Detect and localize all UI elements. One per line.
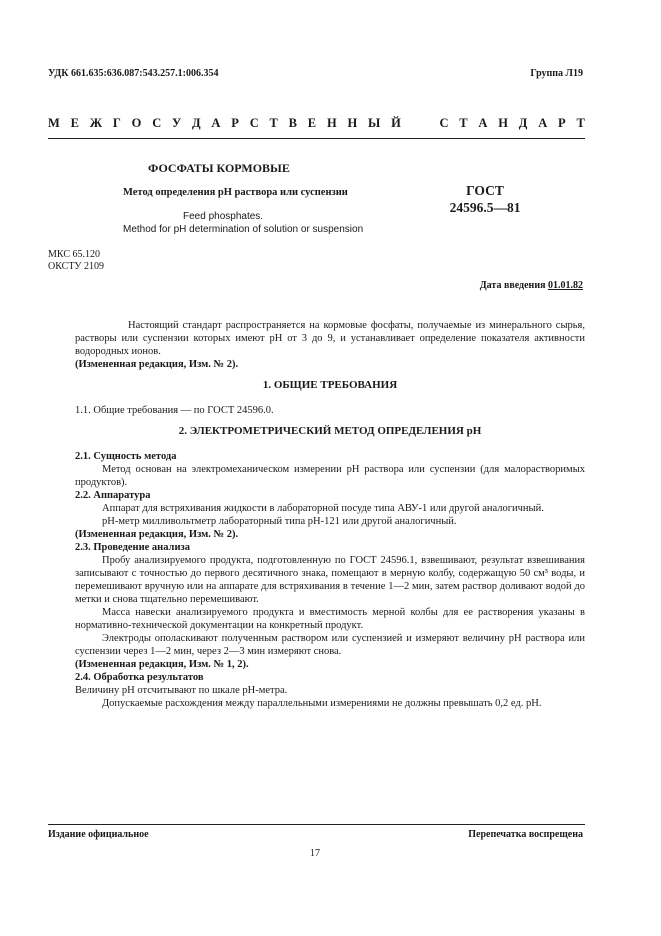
banner-letter: А <box>478 116 488 130</box>
banner-letter: М <box>48 116 60 130</box>
banner-letter: Е <box>307 116 317 130</box>
banner-letter: С <box>152 116 162 130</box>
page-number: 17 <box>310 848 320 859</box>
gost-number <box>444 182 526 216</box>
banner-letter: Й <box>391 116 401 130</box>
document-title: ФОСФАТЫ КОРМОВЫЕ <box>148 161 290 175</box>
subsection-2-3-change-note: (Измененная редакция, Изм. № 1, 2). <box>75 659 249 670</box>
gost-label: ГОСТ <box>466 183 504 198</box>
okstu-code: ОКСТУ 2109 <box>48 261 105 272</box>
english-subtitle: Method for pH determination of solution or suspension <box>123 224 364 235</box>
mks-code: МКС 65.120 <box>48 249 100 260</box>
section-2-heading: 2. ЭЛЕКТРОМЕТРИЧЕСКИЙ МЕТОД ОПРЕДЕЛЕНИЯ pH <box>178 425 482 437</box>
banner-letter: Д <box>518 116 528 130</box>
subsection-2-2-change-note: (Измененная редакция, Изм. № 2). <box>75 529 239 540</box>
subsection-2-2-text-2: pH-метр милливольтметр лабораторный типа pH-121 или другой аналогичный. <box>102 516 457 527</box>
banner-letter: Р <box>231 116 239 130</box>
banner-letter: Ы <box>368 116 381 130</box>
document-body <box>75 319 585 710</box>
subsection-2-3-text-2: Масса навески анализируемого продукта и вместимость мерной колбы для ее растворения указаны в нормативно-технической документации на конкретный продукт. <box>75 607 585 631</box>
subsection-2-4-heading: 2.4. Обработка результатов <box>75 672 204 683</box>
intro-date-value: 01.01.82 <box>548 280 583 291</box>
banner-letter: О <box>131 116 142 130</box>
subsection-2-3-text-1: Пробу анализируемого продукта, подготовленную по ГОСТ 24596.1, взвешивают, результат взвешивания записывают с точностью до первого десятичного знака, помещают в мерную колбу, содержащую 50 см³ воды, и перемешивают вручную или на аппарате для встряхивания в течение 1—2 мин, затем раствор доливают водой до метки и снова тщательно перемешивают. <box>75 555 585 605</box>
subsection-2-2-heading: 2.2. Аппаратура <box>75 490 151 501</box>
intro-date-label: Дата введения <box>479 280 546 291</box>
subsection-2-1-text: Метод основан на электромеханическом измерении pH раствора или суспензии (для малорастворимых продуктов). <box>75 464 585 488</box>
subsection-2-3-text-3: Электроды ополаскивают полученным раствором или суспензией и измеряют величину pH раствора или суспензии через 1—2 мин, через 2—3 мин измеряют снова. <box>75 633 585 657</box>
subsection-2-4-text-1: Величину pH отсчитывают по шкале pH-метра. <box>75 685 288 696</box>
introduction-date <box>480 280 583 291</box>
banner-gap <box>412 116 415 131</box>
banner-letter: Р <box>558 116 566 130</box>
banner-letter: Н <box>347 116 358 130</box>
banner-letter: В <box>288 116 297 130</box>
top-rule <box>48 138 585 139</box>
banner-letter: А <box>538 116 548 130</box>
group-code: Группа Л19 <box>530 68 583 79</box>
subsection-2-1-heading: 2.1. Сущность метода <box>75 451 177 462</box>
banner-letter: А <box>211 116 221 130</box>
banner-letter: Ж <box>89 116 103 130</box>
banner-letter: Н <box>498 116 508 130</box>
standard-banner <box>48 116 585 131</box>
intro-paragraph: Настоящий стандарт распространяется на кормовые фосфаты, получаемые из минерального сырья, растворы или суспензии которых имеют pH от 3 до 9, и устанавливает определение показателя активности водородных ионов. <box>75 320 585 357</box>
official-edition-note: Издание официальное <box>48 829 149 840</box>
banner-letter: С <box>439 116 449 130</box>
document-subtitle: Метод определения pH раствора или суспензии <box>123 187 348 198</box>
gost-id: 24596.5—81 <box>449 200 521 215</box>
banner-letter: Н <box>326 116 337 130</box>
udk-code: УДК 661.635:636.087:543.257.1:006.354 <box>48 68 219 79</box>
section-1-heading: 1. ОБЩИЕ ТРЕБОВАНИЯ <box>262 379 398 391</box>
subsection-2-3-heading: 2.3. Проведение анализа <box>75 542 190 553</box>
english-title: Feed phosphates. <box>183 211 264 222</box>
banner-letter: Д <box>192 116 201 130</box>
banner-letter: Т <box>459 116 468 130</box>
banner-letter: Е <box>70 116 79 130</box>
banner-gap <box>426 116 429 131</box>
banner-letter: Т <box>576 116 585 130</box>
intro-change-note: (Измененная редакция, Изм. № 2). <box>75 359 239 370</box>
subsection-2-2-text-1: Аппарат для встряхивания жидкости в лабораторной посуде типа АВУ-1 или другой аналогичный. <box>102 503 544 514</box>
banner-letter: У <box>172 116 182 130</box>
section-1-text: 1.1. Общие требования — по ГОСТ 24596.0. <box>75 405 274 416</box>
subsection-2-4-text-2: Допускаемые расхождения между параллельными измерениями не должны превышать 0,2 ед. pH. <box>102 698 542 709</box>
classification-codes <box>48 249 104 273</box>
reprint-prohibited-note: Перепечатка воспрещена <box>468 829 583 840</box>
footer-rule <box>48 824 585 825</box>
banner-letter: С <box>249 116 259 130</box>
banner-letter: Г <box>112 116 121 130</box>
banner-letter: Т <box>269 116 278 130</box>
